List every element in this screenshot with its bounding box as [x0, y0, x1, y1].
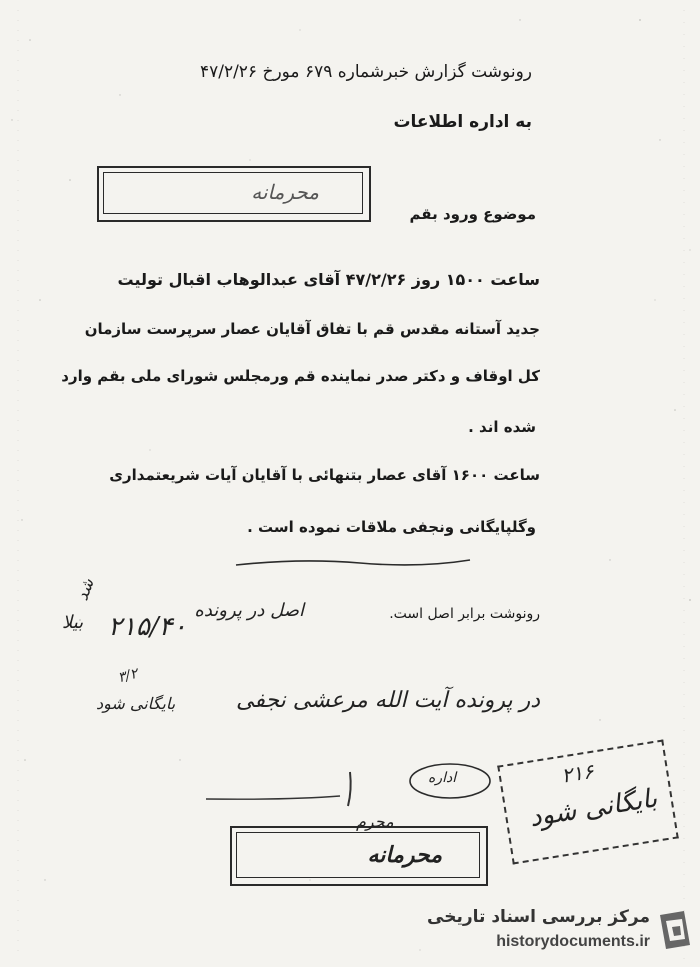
- cleric-file-note: در پرونده آیت الله مرعشی نجفی: [235, 688, 540, 713]
- body-line-1: ساعت ۱۵۰۰ روز ۴۷/۲/۲۶ آقای عبدالوهاب اقبال تولیت: [117, 270, 540, 289]
- body-line-3: کل اوقاف و دکتر صدر نماینده قم ورمجلس شورای ملی بقم وارد: [61, 367, 540, 385]
- archive-stamp-label: بایگانی شود: [527, 783, 660, 834]
- horizontal-ink-stroke: [206, 796, 340, 799]
- bottom-stamp-text: محرمانه: [367, 842, 442, 868]
- file-suffix: بیلا: [62, 612, 84, 633]
- bottom-stamp-inner-border: [236, 832, 480, 878]
- office-stamp-text: اداره: [428, 770, 457, 786]
- watermark-url: historydocuments.ir: [496, 933, 650, 950]
- body-line-5: ساعت ۱۶۰۰ آقای عصار بتنهائی با آقایان آیات شریعتمداری: [109, 466, 540, 484]
- file-note: اصل در پرونده: [194, 600, 304, 621]
- watermark-logo-icon: [654, 907, 694, 951]
- body-line-2: جدید آستانه مقدس قم با تفاق آقایان عصار سرپرست سازمان: [84, 320, 540, 338]
- recipient-line: به اداره اطلاعات: [393, 112, 532, 132]
- watermark-title: مرکز بررسی اسناد تاریخی: [427, 907, 650, 927]
- top-stamp-text: محرمانه: [251, 180, 319, 204]
- body-line-6: وگلپایگانی ونجفی ملاقات نموده است .: [247, 518, 536, 536]
- subject-line: موضوع ورود بقم: [409, 205, 536, 223]
- body-line-4: شده اند .: [468, 418, 536, 436]
- bottom-stamp-handwriting: محرم: [356, 812, 394, 831]
- archive-note: بایگانی شود: [96, 694, 176, 713]
- report-header: رونوشت گزارش خبرشماره ۶۷۹ مورخ ۴۷/۲/۲۶: [199, 62, 532, 82]
- file-number: ۲۱۵/۴۰: [108, 612, 187, 642]
- copy-note: رونوشت برابر اصل است.: [389, 606, 540, 622]
- archive-mark: ۳/۲: [116, 665, 140, 687]
- bottom-confidential-stamp: [230, 826, 488, 886]
- vertical-ink-stroke: [348, 772, 351, 806]
- file-top-mark: شد: [72, 576, 98, 603]
- watermark: [408, 903, 694, 963]
- archive-stamp-number: ۲۱۶: [559, 758, 596, 788]
